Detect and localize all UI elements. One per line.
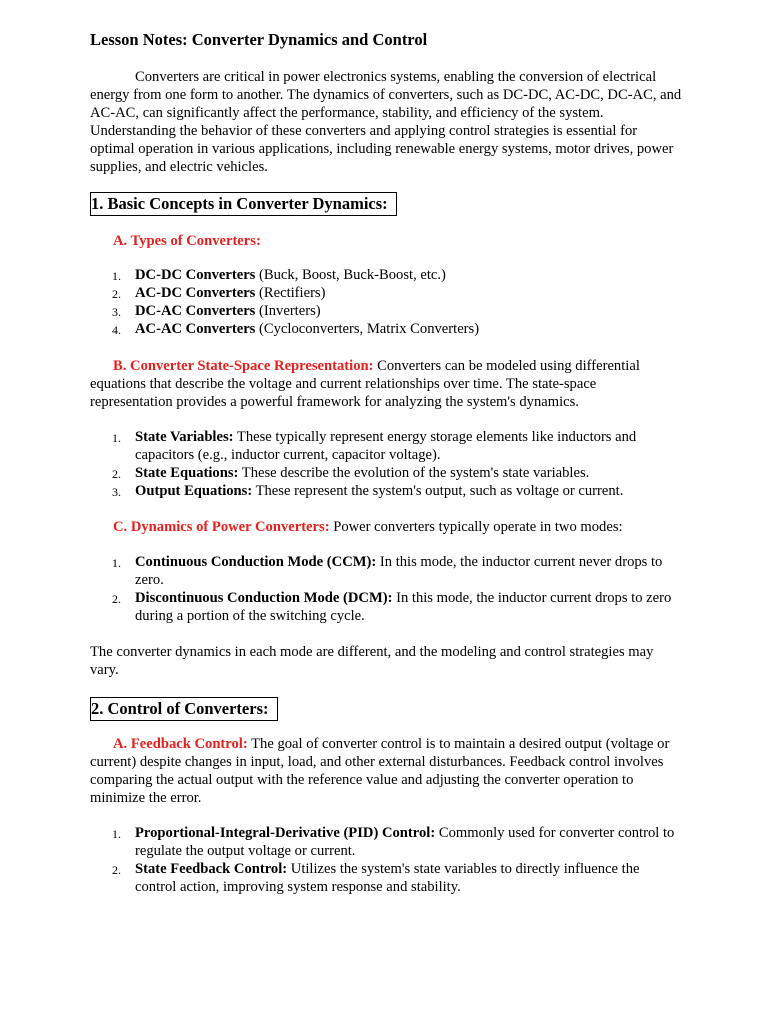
list-item: 2. Discontinuous Conduction Mode (DCM): In this mode, the inductor current drops to zero during a portion of the switching cycle. [112,590,672,624]
list-item: 2. AC-DC Converters (Rectifiers) [112,285,326,301]
list-item: 3. DC-AC Converters (Inverters) [112,303,321,319]
section-1-sub-a [90,232,682,250]
list-item: 3. Output Equations: These represent the system's output, such as voltage or current. [112,483,624,499]
feedback-control-label: A. Feedback Control: [113,736,248,752]
section-1-heading: 1. Basic Concepts in Converter Dynamics: [90,192,397,216]
list-item: 1. State Variables: These typically represent energy storage elements like inductors and capacitors (e.g., inductor current, capacitor voltage). [112,429,637,463]
sub-b-label: B. Converter State-Space Representation: [113,358,374,374]
list-item: 1. DC-DC Converters (Buck, Boost, Buck-Boost, etc.) [112,267,446,283]
list-item: 1. Proportional-Integral-Derivative (PID) Control: Commonly used for converter control to regulate the output voltage or current. [112,825,675,859]
list-item: 2. State Feedback Control: Utilizes the system's state variables to directly influence the control action, improving system response and stability. [112,861,640,895]
list-item: 4. AC-AC Converters (Cycloconverters, Matrix Converters) [112,321,480,337]
converter-types-list [90,266,682,338]
sub-c-label: C. Dynamics of Power Converters: [113,519,330,535]
conduction-modes-list [90,553,682,625]
section-2-sub-a: A. Feedback Control: The goal of converter control is to maintain a desired output (voltage or current) despite changes in input, load, and other external disturbances. Feedback control involves comparing the actual output with the reference value and adjusting the converter operation to minimize the error. [90,736,670,806]
state-space-list [90,428,682,500]
section-1-sub-b: B. Converter State-Space Representation: Converters can be modeled using differential equations that describe the voltage and current relationships over time. The state-space representation provides a powerful framework for analyzing the system's dynamics. [90,358,640,410]
section-1-sub-c: C. Dynamics of Power Converters: Power converters typically operate in two modes: [113,519,623,535]
intro-paragraph: Converters are critical in power electronics systems, enabling the conversion of electrical energy from one form to another. The dynamics of converters, such as DC-DC, AC-DC, DC-AC, and AC-AC, can significantly affect the performance, stability, and efficiency of the system. Understanding the behavior of these converters and applying control strategies is essential for optimal operation in various applications, including renewable energy systems, motor drives, power supplies, and electric vehicles. [90,69,682,175]
list-item: 1. Continuous Conduction Mode (CCM): In this mode, the inductor current never drops to zero. [112,554,663,588]
list-item: 2. State Equations: These describe the evolution of the system's state variables. [112,465,590,481]
feedback-control-list [90,824,682,896]
section-2-heading: 2. Control of Converters: [90,697,278,721]
sub-a-label: A. Types of Converters: [113,233,261,249]
page-title: Lesson Notes: Converter Dynamics and Control [90,30,428,49]
section-1-closing: The converter dynamics in each mode are different, and the modeling and control strategies may vary. [90,644,654,678]
